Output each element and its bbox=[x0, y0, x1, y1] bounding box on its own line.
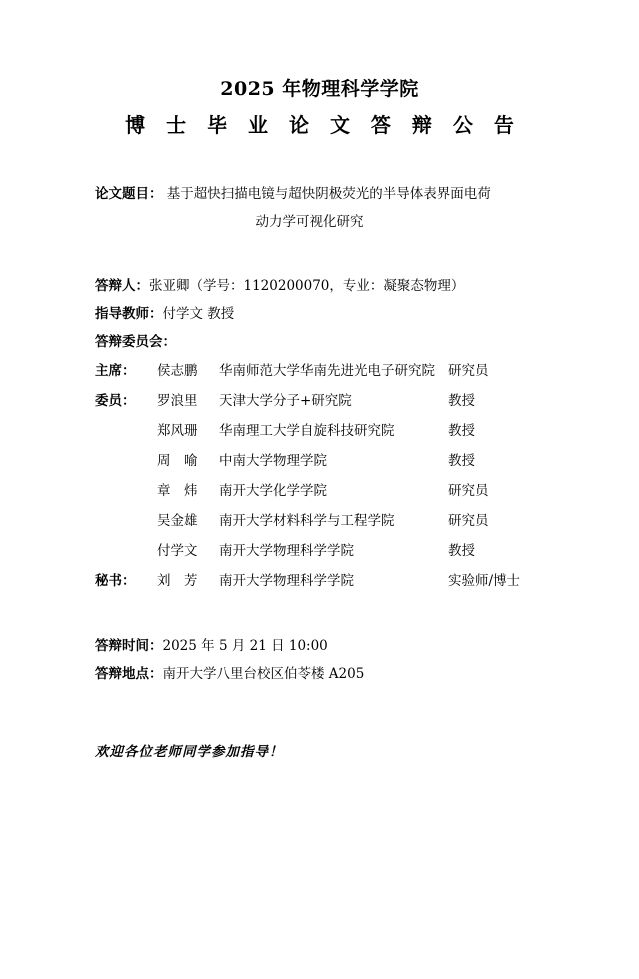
thesis-label: 论文题目： bbox=[95, 186, 163, 202]
member-name: 郑风珊 bbox=[157, 423, 198, 439]
committee-member-row bbox=[95, 416, 544, 446]
welcome-note: 欢迎各位老师同学参加指导！ bbox=[95, 744, 284, 760]
place-label: 答辩地点： bbox=[95, 666, 163, 682]
committee-member-row bbox=[95, 386, 544, 416]
member-name: 付学文 bbox=[157, 543, 198, 559]
committee-member-row bbox=[95, 536, 544, 566]
committee-list bbox=[95, 356, 544, 596]
committee-member-row bbox=[95, 476, 544, 506]
defender-label: 答辩人： bbox=[95, 278, 149, 294]
member-rank: 研究员 bbox=[448, 513, 489, 529]
committee-member-row bbox=[95, 566, 544, 596]
member-org: 华南理工大学自旋科技研究院 bbox=[219, 423, 395, 439]
member-rank: 教授 bbox=[448, 393, 475, 409]
thesis-title-row bbox=[95, 180, 544, 208]
member-org: 南开大学物理科学学院 bbox=[219, 543, 354, 559]
member-role bbox=[95, 476, 157, 506]
announcement-page bbox=[0, 74, 639, 979]
spacer-1 bbox=[95, 236, 544, 272]
committee-member-row bbox=[95, 356, 544, 386]
advisor-value: 付学文 教授 bbox=[162, 306, 235, 322]
member-name: 刘 芳 bbox=[157, 573, 198, 589]
member-role: 秘书： bbox=[95, 573, 136, 589]
member-rank: 教授 bbox=[448, 543, 475, 559]
spacer-2 bbox=[95, 596, 544, 632]
title-line-year: 2025 年物理科学学院 bbox=[220, 78, 419, 100]
member-name: 周 喻 bbox=[157, 453, 198, 469]
member-role: 主席： bbox=[95, 363, 136, 379]
committee-label: 答辩委员会： bbox=[95, 334, 176, 350]
member-rank: 研究员 bbox=[448, 483, 489, 499]
committee-heading bbox=[95, 328, 544, 356]
member-org: 南开大学物理科学学院 bbox=[219, 573, 354, 589]
thesis-section bbox=[95, 180, 544, 236]
member-rank: 研究员 bbox=[448, 363, 489, 379]
time-label: 答辩时间： bbox=[95, 638, 163, 654]
thesis-title-line1: 基于超快扫描电镜与超快阴极荧光的半导体表界面电荷 bbox=[166, 186, 491, 202]
member-role bbox=[95, 416, 157, 446]
defender-row bbox=[95, 272, 544, 300]
member-role bbox=[95, 506, 157, 536]
advisor-row bbox=[95, 300, 544, 328]
committee-member-row bbox=[95, 446, 544, 476]
place-value: 南开大学八里台校区伯苓楼 A205 bbox=[162, 666, 365, 682]
page-title bbox=[95, 74, 544, 142]
place-row bbox=[95, 660, 544, 688]
thesis-title-line2: 动力学可视化研究 bbox=[255, 214, 364, 230]
member-rank: 教授 bbox=[448, 423, 475, 439]
member-name: 侯志鹏 bbox=[157, 363, 198, 379]
defender-value: 张亚卿（学号：1120200070，专业：凝聚态物理） bbox=[149, 278, 465, 294]
member-rank: 实验师/博士 bbox=[448, 573, 521, 589]
member-name: 吴金雄 bbox=[157, 513, 198, 529]
title-line-main: 博 士 毕 业 论 文 答 辩 公 告 bbox=[125, 113, 521, 137]
member-org: 中南大学物理学院 bbox=[219, 453, 327, 469]
member-name: 罗浪里 bbox=[157, 393, 198, 409]
member-role bbox=[95, 536, 157, 566]
member-role bbox=[95, 446, 157, 476]
member-name: 章 炜 bbox=[157, 483, 198, 499]
time-row bbox=[95, 632, 544, 660]
member-org: 华南师范大学华南先进光电子研究院 bbox=[219, 363, 435, 379]
member-role: 委员： bbox=[95, 393, 136, 409]
advisor-label: 指导教师： bbox=[95, 306, 163, 322]
member-rank: 教授 bbox=[448, 453, 475, 469]
member-org: 南开大学材料科学与工程学院 bbox=[219, 513, 395, 529]
committee-member-row bbox=[95, 506, 544, 536]
member-org: 天津大学分子+研究院 bbox=[219, 393, 352, 409]
member-org: 南开大学化学学院 bbox=[219, 483, 327, 499]
time-value: 2025 年 5 月 21 日 10:00 bbox=[162, 638, 328, 654]
